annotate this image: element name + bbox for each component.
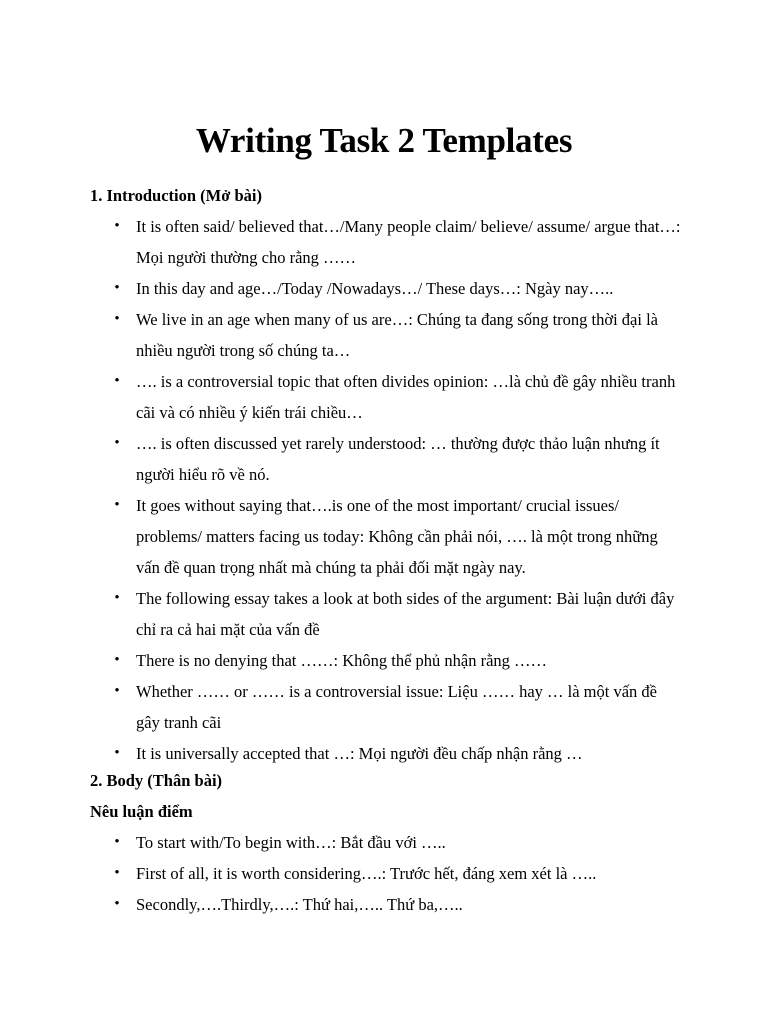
body-list	[0, 827, 768, 920]
bullet-icon: •	[114, 745, 120, 761]
bullet-icon: •	[114, 865, 120, 881]
bullet-icon: •	[114, 652, 120, 668]
list-item	[0, 490, 681, 583]
subsection-heading: Nêu luận điểm	[90, 802, 193, 821]
list-item-text: It is universally accepted that …: Mọi người đều chấp nhận rằng …	[136, 744, 583, 763]
list-item	[0, 889, 681, 920]
list-item	[0, 676, 681, 738]
list-item-text: Secondly,….Thirdly,….: Thứ hai,….. Thứ ba,…..	[136, 895, 463, 914]
list-item-text: …. is a controversial topic that often divides opinion: …là chủ đề gây nhiều tranh cãi và có nhiều ý kiến trái chiều…	[136, 372, 676, 422]
bullet-icon: •	[114, 218, 120, 234]
list-item	[0, 827, 681, 858]
bullet-icon: •	[114, 896, 120, 912]
list-item	[0, 211, 681, 273]
list-item-text: It goes without saying that….is one of the most important/ crucial issues/ problems/ matters facing us today: Không cần phải nói, …. là một trong những vấn đề quan trọng nhất mà chúng ta phải đối mặt ngày nay.	[136, 496, 658, 577]
list-item-text: There is no denying that ……: Không thể phủ nhận rằng ……	[136, 651, 548, 670]
page-title: Writing Task 2 Templates	[195, 121, 573, 160]
list-item	[0, 273, 681, 304]
section-heading-body: 2. Body (Thân bài)	[90, 771, 223, 790]
bullet-icon: •	[114, 683, 120, 699]
list-item-text: First of all, it is worth considering….: Trước hết, đáng xem xét là …..	[136, 864, 597, 883]
section-heading-introduction: 1. Introduction (Mở bài)	[90, 186, 263, 205]
list-item-text: In this day and age…/Today /Nowadays…/ These days…: Ngày nay…..	[136, 279, 614, 298]
list-item	[0, 428, 681, 490]
list-item-text: It is often said/ believed that…/Many people claim/ believe/ assume/ argue that…: Mọi người thường cho rằng ……	[136, 217, 681, 267]
introduction-list	[0, 211, 768, 769]
list-item	[0, 583, 681, 645]
list-item-text: We live in an age when many of us are…: Chúng ta đang sống trong thời đại là nhiều người trong số chúng ta…	[136, 310, 658, 360]
bullet-icon: •	[114, 280, 120, 296]
list-item	[0, 304, 681, 366]
list-item	[0, 858, 681, 889]
bullet-icon: •	[114, 834, 120, 850]
list-item	[0, 366, 681, 428]
list-item-text: The following essay takes a look at both sides of the argument: Bài luận dưới đây chỉ ra cả hai mặt của vấn đề	[136, 589, 675, 639]
bullet-icon: •	[114, 435, 120, 451]
bullet-icon: •	[114, 497, 120, 513]
list-item-text: Whether …… or …… is a controversial issue: Liệu …… hay … là một vấn đề gây tranh cãi	[136, 682, 657, 732]
list-item	[0, 645, 681, 676]
bullet-icon: •	[114, 373, 120, 389]
bullet-icon: •	[114, 590, 120, 606]
list-item-text: To start with/To begin with…: Bắt đầu với …..	[136, 833, 446, 852]
bullet-icon: •	[114, 311, 120, 327]
list-item-text: …. is often discussed yet rarely understood: … thường được thảo luận nhưng ít người hiểu rõ về nó.	[136, 434, 660, 484]
